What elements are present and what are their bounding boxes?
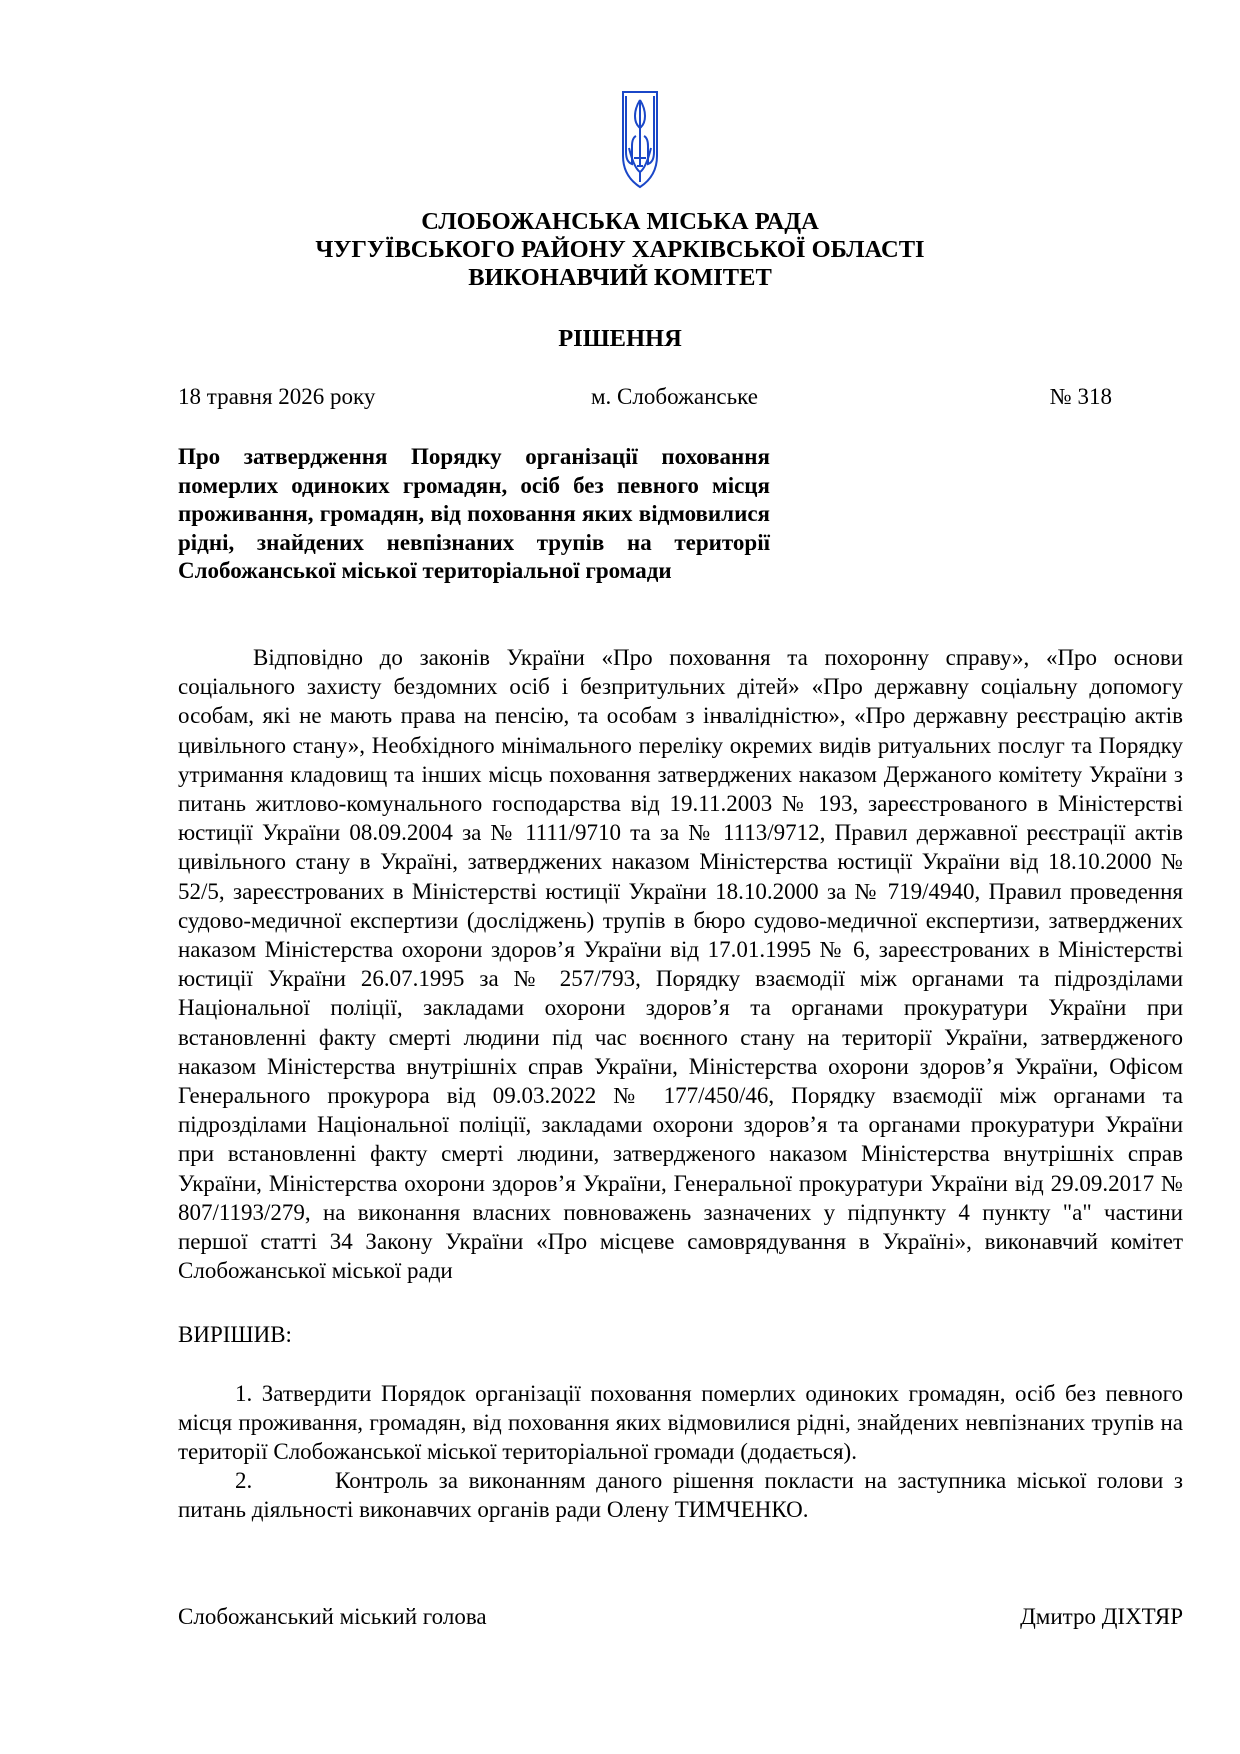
signatory-position: Слобожанський міський голова [178,1604,487,1629]
decision-date: 18 травня 2026 року [178,384,376,409]
document-type-title: РІШЕННЯ [558,325,682,352]
tryzub-emblem-icon [620,88,660,190]
resolved-label: ВИРІШИВ: [178,1322,292,1347]
decision-city: м. Слобожанське [591,384,758,409]
decision-number: № 318 [1049,384,1112,409]
resolution-item-2-number: 2. [235,1468,253,1493]
decision-subject: Про затвердження Порядку організації поховання померлих одиноких громадян, осіб без певного місця проживання, громадян, від поховання яких відмовилися рідні, знайдених невпізнаних трупів на території Слобожанської міської територіальної громади [178,444,770,584]
header-line-council: СЛОБОЖАНСЬКА МІСЬКА РАДА [421,208,819,235]
preamble-paragraph: Відповідно до законів України «Про поховання та похоронну справу», «Про основи соціального захисту бездомних осіб і безпритульних дітей» «Про державну соціальну допомогу особам, які не мають права на пенсію, та особам з інвалідністю», «Про державну реєстрацію актів цивільного стану», Необхідного мінімального переліку окремих видів ритуальних послуг та Порядку утримання кладовищ та інших місць поховання затверджених наказом Держаного комітету України з питань житлово-комунального господарства від 19.11.2003 № 193, зареєстрованого в Міністерстві юстиції України 08.09.2004 за № 1111/9710 та за № 1113/9712, Правил державної реєстрації актів цивільного стану в Україні, затверджених наказом Міністерства юстиції України від 18.10.2000 № 52/5, зареєстрованих в Міністерстві юстиції України 18.10.2000 за № 719/4940, Правил проведення судово-медичної експертизи (досліджень) трупів в бюро судово-медичної експертизи, затверджених наказом Міністерства охорони здоров’я України від 17.01.1995 № 6, зареєстрованих в Міністерстві юстиції України 26.07.1995 за № 257/793, Порядку взаємодії між органами та підрозділами Національної поліції, закладами охорони здоров’я та органами прокуратури України при встановленні факту смерті людини під час воєнного стану на території України, затвердженого наказом Міністерства внутрішніх справ України, Міністерства охорони здоров’я України, Офісом Генерального прокурора від 09.03.2022 № 177/450/46, Порядку взаємодії між органами та підрозділами Національної поліції, закладами охорони здоров’я та органами прокуратури України при встановленні факту смерті людини, затвердженого наказом Міністерства внутрішніх справ України, Міністерства охорони здоров’я України, Генеральної прокуратури України від 29.09.2017 № 807/1193/279, на виконання власних повноважень зазначених у підпункту 4 пункту "а" частини першої статті 34 Закону України «Про місцеве самоврядування в Україні», виконавчий комітет Слобожанської міської ради [178,645,1183,1284]
signature-block [178,1604,1183,1634]
dateline [178,384,1112,414]
resolution-item-2-text: Контроль за виконанням даного рішення покласти на заступника міської голови з питань діяльності виконавчих органів ради Олену ТИМЧЕНКО. [178,1468,1183,1522]
header-line-committee: ВИКОНАВЧИЙ КОМІТЕТ [468,264,772,291]
header-line-district: ЧУГУЇВСЬКОГО РАЙОНУ ХАРКІВСЬКОЇ ОБЛАСТІ [315,236,925,263]
signatory-name: Дмитро ДІХТЯР [1020,1604,1183,1629]
resolution-item-1: 1. Затвердити Порядок організації поховання померлих одиноких громадян, осіб без певного місця проживання, громадян, від поховання яких відмовилися рідні, знайдених невпізнаних трупів на території Слобожанської міської територіальної громади (додається). [178,1381,1183,1464]
resolution-item-2 [178,1466,1183,1524]
council-header [0,208,1240,292]
